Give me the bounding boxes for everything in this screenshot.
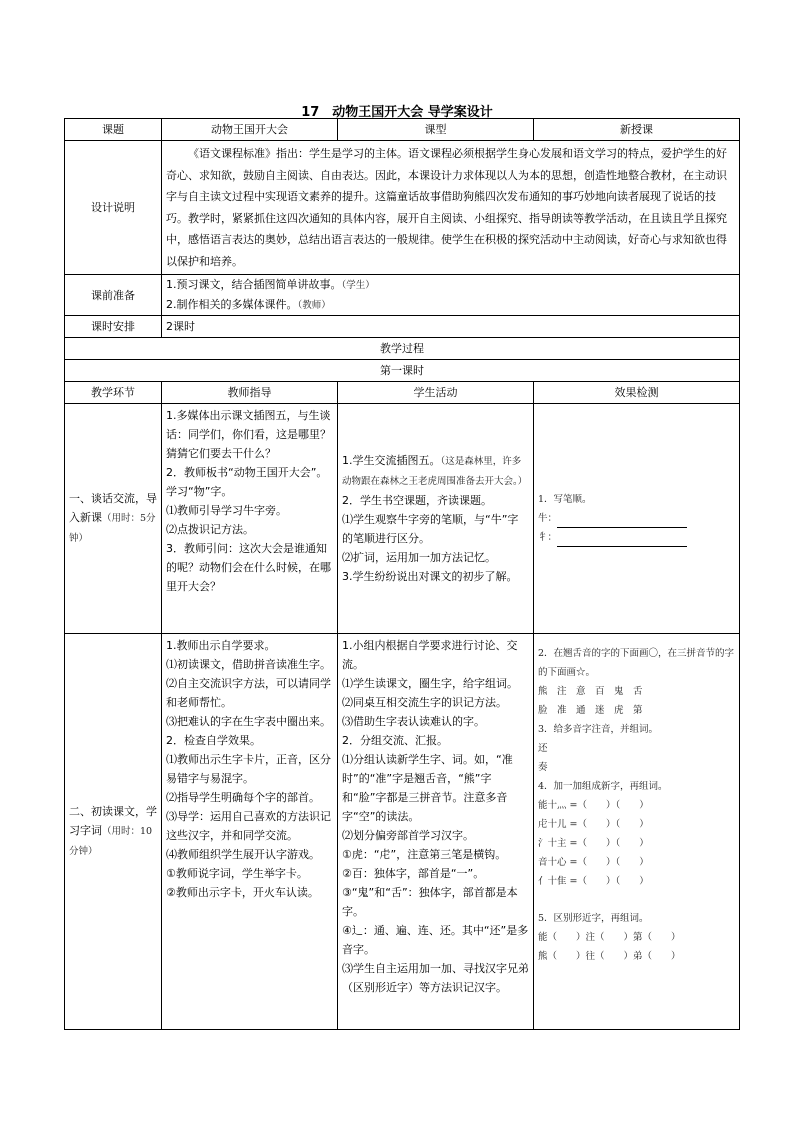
topic-label: 课题 bbox=[65, 119, 162, 141]
lesson-plan-table bbox=[64, 118, 740, 1030]
prep-item-2: 2.制作相关的多媒体课件。 bbox=[166, 298, 298, 311]
step2-check-line: 还 bbox=[538, 743, 548, 754]
document-title: 17 动物王国开大会 导学案设计 bbox=[301, 105, 493, 120]
step2-teacher-line: ⑶导学：运用自己喜欢的方法识记这些汉字，并和同学交流。 bbox=[166, 810, 331, 842]
step2-check-line: 3．给多音字注音，并组词。 bbox=[538, 724, 659, 735]
step1-check-line: 牜： bbox=[538, 532, 558, 543]
type-value: 新授课 bbox=[534, 119, 740, 141]
step1-teacher-line: ⑵点拨识记方法。 bbox=[166, 523, 254, 536]
step2-check-line: 氵十主 =（ ）（ ） bbox=[538, 838, 649, 849]
prep-item-1-note: （学生） bbox=[341, 280, 375, 291]
step2-teacher-line: ⑴教师出示生字卡片，正音，区分易错字与易混字。 bbox=[166, 753, 331, 785]
step2-student-line: ⑶借助生字表认读难认的字。 bbox=[342, 715, 485, 728]
prep-item-1: 1.预习课文，结合插图简单讲故事。 bbox=[166, 278, 342, 291]
step1-student-line: ⑴学生观察牛字旁的笔顺，与“牛”字的笔顺进行区分。 bbox=[342, 513, 519, 545]
step2-check-line: 脸 准 通 迷 虎 第 bbox=[538, 705, 643, 716]
schedule-label: 课时安排 bbox=[65, 316, 162, 338]
column-header-teacher: 教师指导 bbox=[162, 382, 338, 404]
step2-student-line: ③“鬼”和“舌”：独体字，部首都是本字。 bbox=[342, 886, 518, 918]
step2-check-line: 亻十隹 =（ ）（ ） bbox=[538, 876, 649, 887]
step2-student-line: ②百：独体字，部首是“一”。 bbox=[342, 867, 485, 880]
schedule-value: 2课时 bbox=[162, 316, 740, 338]
step2-teacher-line: 1.教师出示自学要求。 bbox=[166, 639, 276, 652]
step2-student-line: ⑶学生自主运用加一加、寻找汉字兄弟（区别形近字）等方法识记汉字。 bbox=[342, 962, 529, 994]
step2-time: （用时：10分钟） bbox=[69, 826, 153, 857]
step2-check-line: 音十心 =（ ）（ ） bbox=[538, 857, 649, 868]
step1-student bbox=[338, 404, 534, 634]
step1-student-line: 1.学生交流插图五。 bbox=[342, 454, 441, 467]
column-header-check: 效果检测 bbox=[534, 382, 740, 404]
step1-check-line: 1．写笔顺。 bbox=[538, 494, 592, 505]
prep-content bbox=[162, 275, 740, 316]
step1-teacher-line: 3．教师引问：这次大会是谁通知的呢？动物们会在什么时候，在哪里开大会？ bbox=[166, 542, 331, 593]
step1-time: （用时：5分钟） bbox=[69, 513, 156, 544]
step2-student bbox=[338, 634, 534, 1030]
step1-teacher-line: 2．教师板书“动物王国开大会”。学习“物”字。 bbox=[166, 466, 328, 498]
step2-check-line: 虍十儿 =（ ）（ ） bbox=[538, 819, 649, 830]
step1-student-line: ⑵扩词，运用加一加方法记忆。 bbox=[342, 551, 496, 564]
step2-student-line: ④辶：通、遍、连、还。其中“还”是多音字。 bbox=[342, 924, 529, 956]
step2-check-line: 能（ ）注（ ）第（ ） bbox=[538, 932, 681, 943]
step1-check-line: 牛： bbox=[538, 513, 558, 524]
step1-student-line: 3.学生纷纷说出对课文的初步了解。 bbox=[342, 570, 518, 583]
step2-name: 二、初读课文，学习字词 bbox=[69, 805, 157, 837]
step2-teacher-line: ①教师说字词，学生举字卡。 bbox=[166, 867, 308, 880]
step2-teacher-line: ⑴初读课文，借助拼音读准生字。 bbox=[166, 658, 331, 671]
step2-teacher-line: ⑷教师组织学生展开认字游戏。 bbox=[166, 848, 320, 861]
step2-name-cell bbox=[65, 634, 162, 1030]
column-header-student: 学生活动 bbox=[338, 382, 534, 404]
step1-teacher-line: 1.多媒体出示课文插图五，与生谈话：同学们，你们看，这是哪里？猜猜它们要去干什么？ bbox=[166, 409, 331, 460]
step2-student-line: ⑴学生读课文，圈生字，给字组词。 bbox=[342, 677, 518, 690]
step1-teacher-line: ⑴教师引导学习牛字旁。 bbox=[166, 504, 287, 517]
prep-label: 课前准备 bbox=[65, 275, 162, 316]
step2-teacher-line: ②教师出示字卡，开火车认读。 bbox=[166, 886, 319, 899]
step1-check bbox=[534, 404, 740, 634]
step2-teacher bbox=[162, 634, 338, 1030]
step2-student-line: 2．分组交流、汇报。 bbox=[342, 734, 448, 747]
step2-teacher-line: ⑶把难认的字在生字表中圈出来。 bbox=[166, 715, 331, 728]
step2-check-line: 4．加一加组成新字，再组词。 bbox=[538, 781, 668, 792]
prep-item-2-note: （教师） bbox=[297, 300, 331, 311]
process-title: 教学过程 bbox=[65, 338, 740, 360]
step2-teacher-line: ⑵指导学生明确每个字的部首。 bbox=[166, 791, 320, 804]
step1-student-line: 2．学生书空课题，齐读课题。 bbox=[342, 494, 492, 507]
step2-check-line: 熊（ ）往（ ）弟（ ） bbox=[538, 951, 681, 962]
step2-check-line: 能十灬 =（ ）（ ） bbox=[538, 800, 649, 811]
step2-check-line: 奏 bbox=[538, 762, 548, 773]
step2-student-line: ①虎：“虍”，注意第三笔是横钩。 bbox=[342, 848, 507, 861]
answer-blank bbox=[557, 515, 687, 528]
step2-student-line: ⑵划分偏旁部首学习汉字。 bbox=[342, 829, 474, 842]
column-header-step: 教学环节 bbox=[65, 382, 162, 404]
design-label: 设计说明 bbox=[65, 141, 162, 275]
lesson-title: 第一课时 bbox=[65, 360, 740, 382]
type-label: 课型 bbox=[338, 119, 534, 141]
step2-check bbox=[534, 634, 740, 1030]
step2-teacher-line: 2．检查自学效果。 bbox=[166, 734, 261, 747]
step1-name-cell bbox=[65, 404, 162, 634]
step2-student-line: 1.小组内根据自学要求进行讨论、交流。 bbox=[342, 639, 518, 671]
step1-name: 一、谈话交流，导入新课 bbox=[69, 492, 157, 524]
step1-teacher bbox=[162, 404, 338, 634]
answer-blank bbox=[557, 534, 687, 547]
step2-check-line: 熊 注 意 百 鬼 舌 bbox=[538, 686, 643, 697]
step2-check-line: 5．区别形近字，再组词。 bbox=[538, 913, 649, 924]
topic-value: 动物王国开大会 bbox=[162, 119, 338, 141]
step2-student-line: ⑴分组认读新学生字、词。如，“准时”的“准”字是翘舌音，“熊”字和“脸”字都是三拼音节。注意多音字“空”的读法。 bbox=[342, 753, 513, 823]
step1-student-note: （这是森林里，许多动物跟在森林之王老虎周围准备去开大会。） bbox=[342, 456, 528, 487]
design-text: 《语文课程标准》指出：学生是学习的主体。语文课程必须根据学生身心发展和语文学习的特点，爱护学生的好奇心、求知欲，鼓励自主阅读、自由表达。因此，本课设计力求体现以人为本的思想，创造性地整合教材，在主动识字与自主读文过程中实现语文素养的提升。这篇童话故事借助狗熊四次发布通知的事巧妙地向读者展现了说话的技巧。教学时，紧紧抓住这四次通知的具体内容，展开自主阅读、小组探究、指导朗读等教学活动，在且读且学且探究中，感悟语言表达的奥妙，总结出语言表达的一般规律。使学生在积极的探究活动中主动阅读，好奇心与求知欲也得以保护和培养。 bbox=[162, 141, 740, 275]
step2-teacher-line: ⑵自主交流识字方法，可以请同学和老师帮忙。 bbox=[166, 677, 331, 709]
step2-check-line: 2．在翘舌音的字的下面画〇，在三拼音节的字的下面画☆。 bbox=[538, 648, 735, 678]
step2-student-line: ⑵同桌互相交流生字的识记方法。 bbox=[342, 696, 507, 709]
